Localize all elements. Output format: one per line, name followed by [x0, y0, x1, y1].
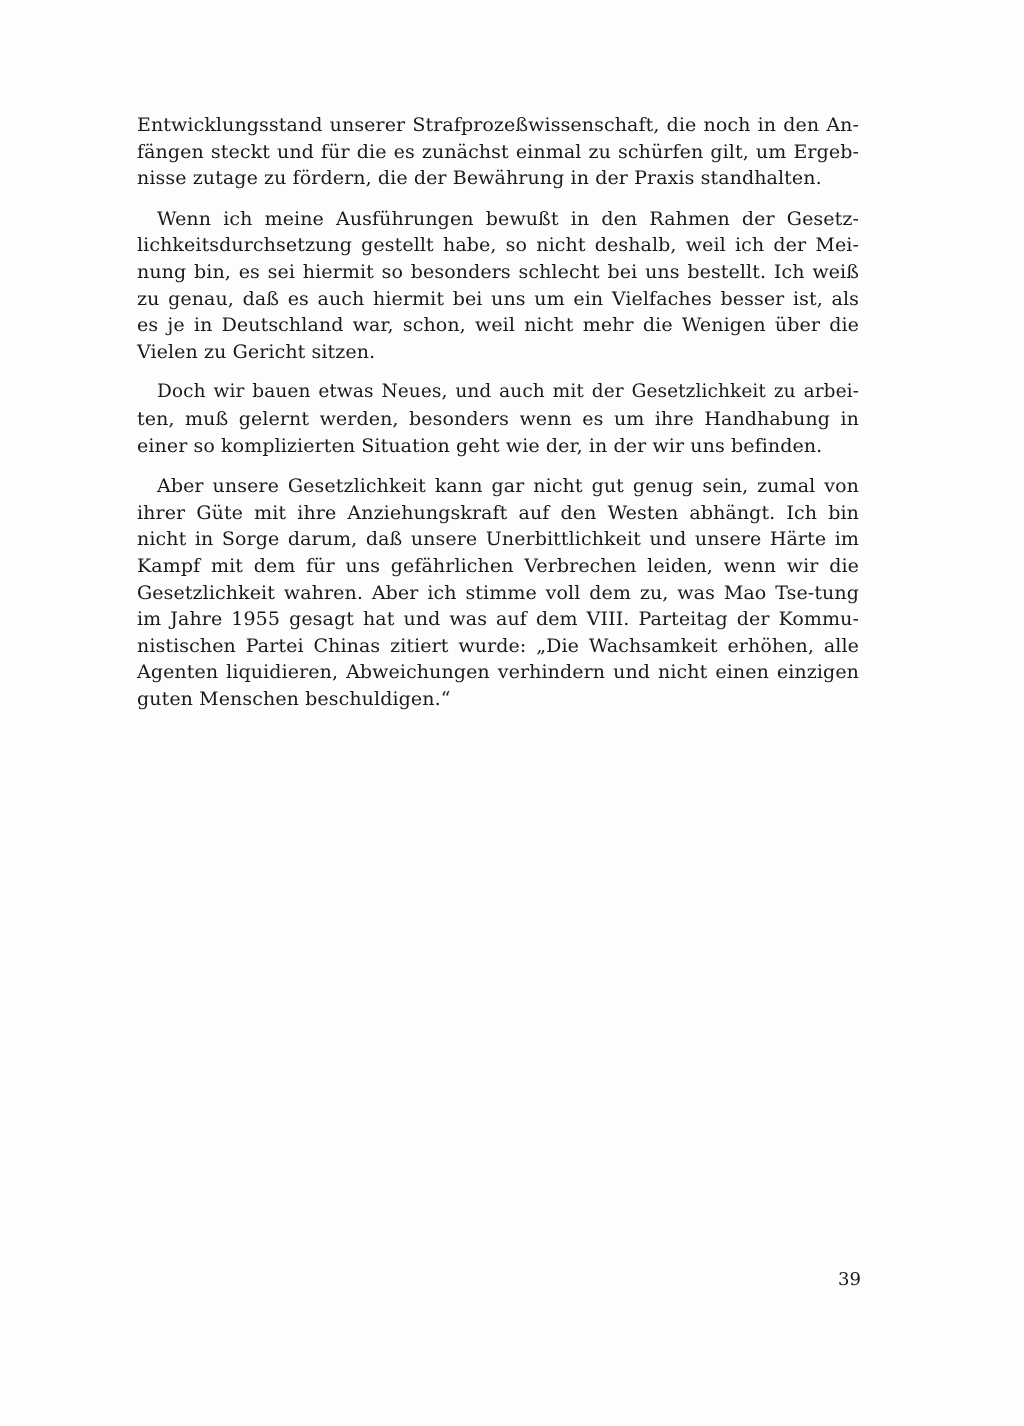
- text-line: lichkeitsdurchsetzung gestellt habe, so nicht deshalb, weil ich der Mei-: [137, 234, 859, 257]
- paragraph-2: [137, 206, 859, 366]
- text-line: nung bin, es sei hiermit so besonders schlecht bei uns bestellt. Ich weiß: [137, 260, 859, 283]
- text-line: Gesetzlichkeit wahren. Aber ich stimme voll dem zu, was Mao Tse-tung: [137, 581, 859, 604]
- body-text: [137, 112, 859, 726]
- text-line: Wenn ich meine Ausführungen bewußt in den Rahmen der Gesetz-: [157, 207, 859, 230]
- text-line: Agenten liquidieren, Abweichungen verhindern und nicht einen einzigen: [137, 661, 859, 684]
- text-line: guten Menschen beschuldigen.“: [137, 687, 451, 710]
- paragraph-3: [137, 379, 859, 459]
- paragraph-1: [137, 112, 859, 192]
- text-line: nisse zutage zu fördern, die der Bewährung in der Praxis standhalten.: [137, 167, 822, 190]
- text-line: Doch wir bauen etwas Neues, und auch mit der Gesetzlichkeit zu arbei-: [157, 381, 859, 403]
- text-line: es je in Deutschland war, schon, weil nicht mehr die Wenigen über die: [137, 314, 859, 337]
- text-line: fängen steckt und für die es zunächst einmal zu schürfen gilt, um Ergeb-: [137, 140, 859, 163]
- text-line: Vielen zu Gericht sitzen.: [137, 340, 376, 363]
- text-line: Kampf mit dem für uns gefährlichen Verbrechen leiden, wenn wir die: [137, 554, 859, 577]
- text-line: im Jahre 1955 gesagt hat und was auf dem VIII. Parteitag der Kommu-: [137, 608, 859, 631]
- text-line: ten, muß gelernt werden, besonders wenn es um ihre Handhabung in: [137, 407, 859, 430]
- text-line: Aber unsere Gesetzlichkeit kann gar nicht gut genug sein, zumal von: [157, 475, 859, 498]
- paragraph-4: [137, 473, 859, 712]
- text-line: nicht in Sorge darum, daß unsere Unerbittlichkeit und unsere Härte im: [137, 528, 859, 551]
- text-line: einer so komplizierten Situation geht wie der, in der wir uns befinden.: [137, 434, 823, 457]
- text-line: nistischen Partei Chinas zitiert wurde: „Die Wachsamkeit erhöhen, alle: [137, 634, 859, 657]
- text-line: zu genau, daß es auch hiermit bei uns um ein Vielfaches besser ist, als: [137, 287, 859, 310]
- page-number: 39: [838, 1269, 861, 1290]
- text-line: ihrer Güte mit ihre Anziehungskraft auf den Westen abhängt. Ich bin: [137, 501, 859, 524]
- text-line: Entwicklungsstand unserer Strafprozeßwissenschaft, die noch in den An-: [137, 114, 859, 136]
